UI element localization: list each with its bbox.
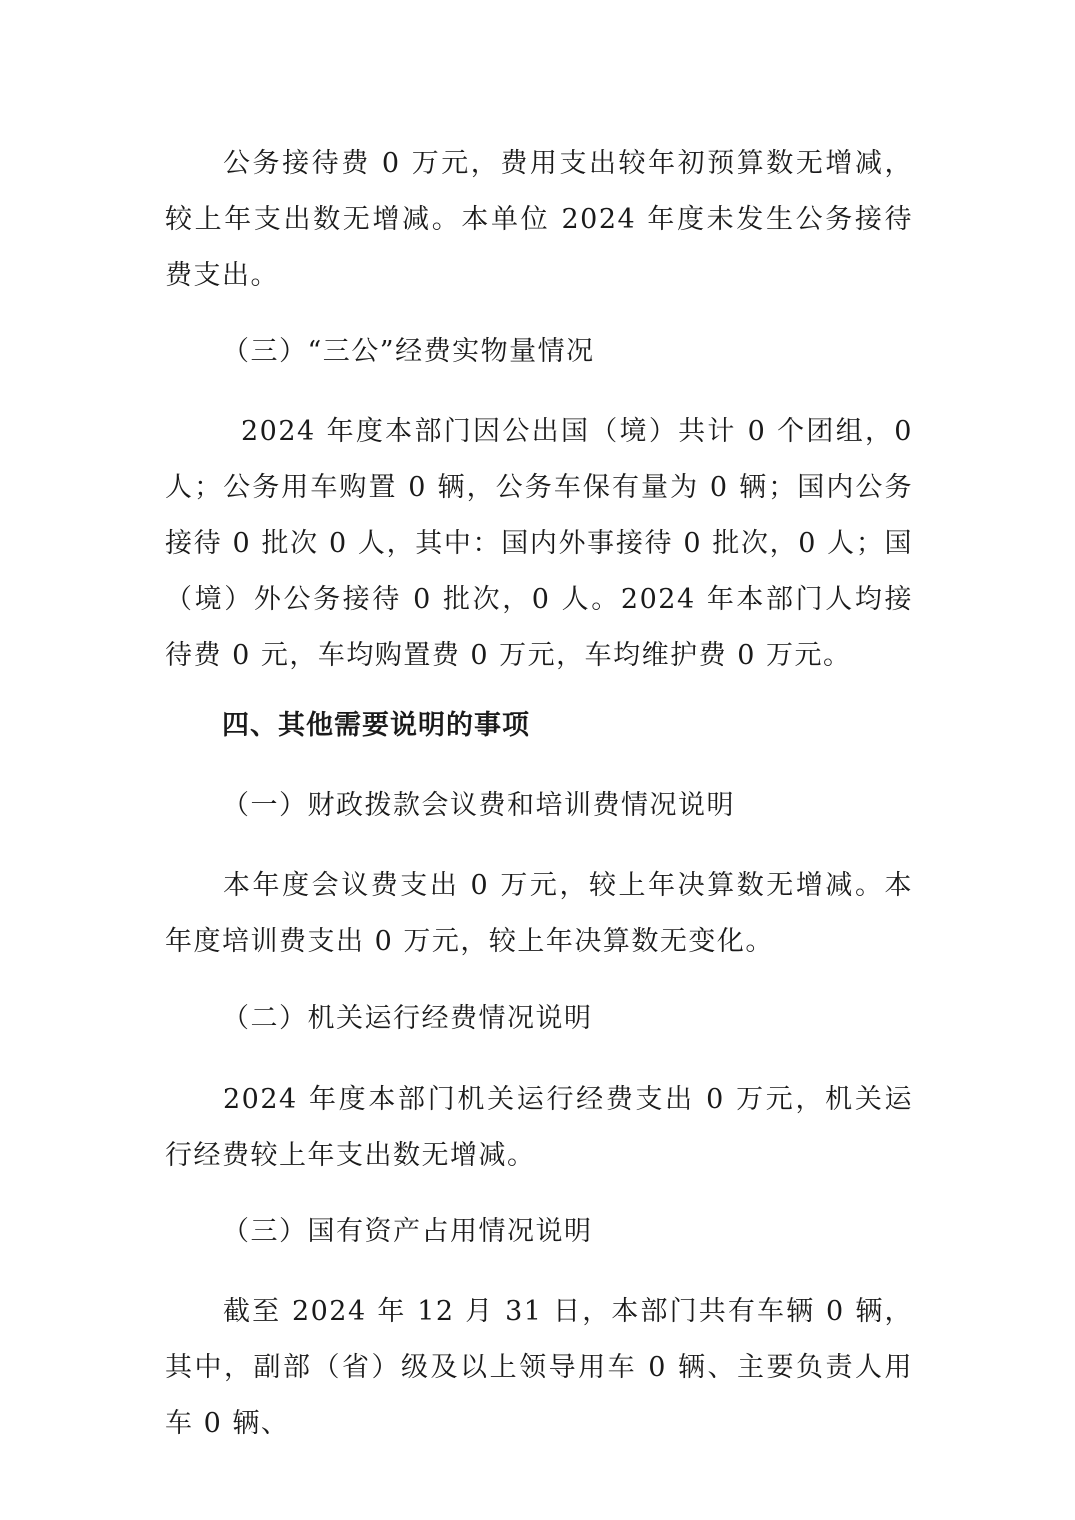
paragraph-meeting-training: 本年度会议费支出 0 万元，较上年决算数无增减。本年度培训费支出 0 万元，较上年决算数无变化。 [165, 870, 913, 957]
paragraph-operating-expense: 2024 年度本部门机关运行经费支出 0 万元，机关运行经费较上年支出数无增减。 [165, 1084, 913, 1171]
heading-other-matters: 四、其他需要说明的事项 [222, 710, 530, 741]
paragraph-state-assets: 截至 2024 年 12 月 31 日，本部门共有车辆 0 辆，其中，副部（省）级及以上领导用车 0 辆、主要负责人用车 0 辆、 [165, 1296, 913, 1439]
paragraph-reception-expense: 公务接待费 0 万元，费用支出较年初预算数无增减，较上年支出数无增减。本单位 2024 年度未发生公务接待费支出。 [165, 148, 913, 291]
paragraph-physical-quantity: 2024 年度本部门因公出国（境）共计 0 个团组，0 人；公务用车购置 0 辆，公务车保有量为 0 辆；国内公务接待 0 批次 0 人，其中：国内外事接待 0 批次，0 人；国（境）外公务接待 0 批次，0 人。2024 年本部门人均接待费 0 元，车均购置费 0 万元，车均维护费 0 万元。 [165, 416, 913, 671]
heading-meeting-training: （一）财政拨款会议费和培训费情况说明 [222, 790, 735, 821]
heading-operating-expense: （二）机关运行经费情况说明 [222, 1003, 593, 1034]
heading-state-assets: （三）国有资产占用情况说明 [222, 1216, 593, 1247]
heading-three-public-physical: （三）“三公”经费实物量情况 [222, 336, 595, 367]
